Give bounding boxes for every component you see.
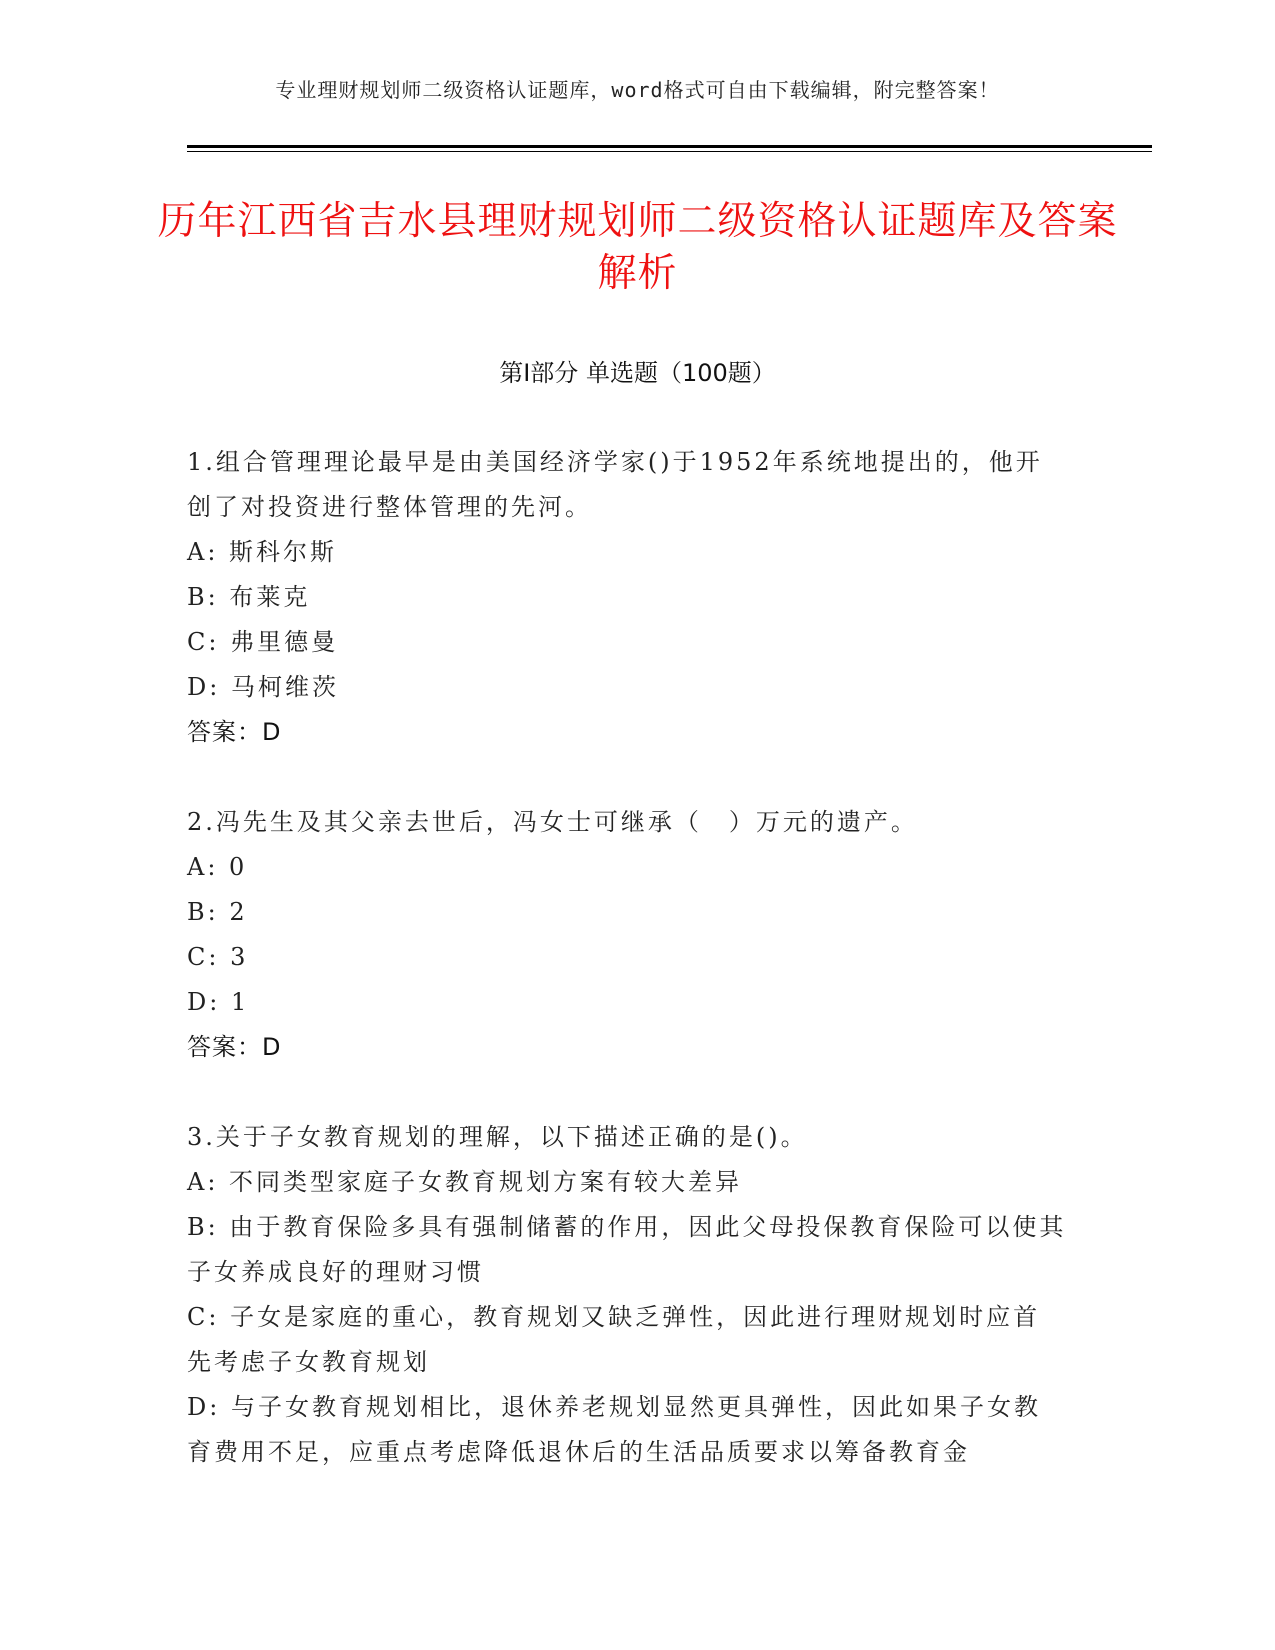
option-b: B: 由于教育保险多具有强制储蓄的作用，因此父母投保教育保险可以使其子女养成良好的理财习惯 — [187, 1213, 1067, 1286]
option-c: C: 3 — [187, 943, 249, 971]
option-b: B: 布莱克 — [187, 583, 311, 611]
option-d: D: 与子女教育规划相比，退休养老规划显然更具弹性，因此如果子女教育费用不足，应重点考虑降低退休后的生活品质要求以筹备教育金 — [187, 1393, 1041, 1466]
question-list — [187, 440, 1067, 1520]
option-b: B: 2 — [187, 898, 248, 926]
question-2 — [187, 800, 1067, 1070]
question-3 — [187, 1115, 1067, 1475]
question-text: 1.组合管理理论最早是由美国经济学家()于1952年系统地提出的，他开创了对投资进行整体管理的先河。 — [187, 448, 1043, 521]
header-rule-thick — [187, 145, 1152, 148]
header-note: 专业理财规划师二级资格认证题库，word格式可自由下载编辑，附完整答案！ — [275, 78, 1000, 102]
option-d: D: 1 — [187, 988, 250, 1016]
answer: 答案：D — [187, 1033, 282, 1061]
option-a: A: 不同类型家庭子女教育规划方案有较大差异 — [187, 1168, 743, 1196]
option-a: A: 0 — [187, 853, 248, 881]
question-1 — [187, 440, 1067, 755]
answer: 答案：D — [187, 718, 282, 746]
document-title: 历年江西省吉水县理财规划师二级资格认证题库及答案解析 — [157, 199, 1118, 296]
header-rule-thin — [187, 151, 1152, 152]
option-a: A: 斯科尔斯 — [187, 538, 338, 566]
section-heading: 第Ⅰ部分 单选题（100题） — [499, 359, 776, 387]
question-text: 2.冯先生及其父亲去世后，冯女士可继承（ ）万元的遗产。 — [187, 808, 918, 836]
question-text: 3.关于子女教育规划的理解，以下描述正确的是()。 — [187, 1123, 808, 1151]
option-d: D: 马柯维茨 — [187, 673, 339, 701]
option-c: C: 弗里德曼 — [187, 628, 339, 656]
option-c: C: 子女是家庭的重心，教育规划又缺乏弹性，因此进行理财规划时应首先考虑子女教育规划 — [187, 1303, 1041, 1376]
